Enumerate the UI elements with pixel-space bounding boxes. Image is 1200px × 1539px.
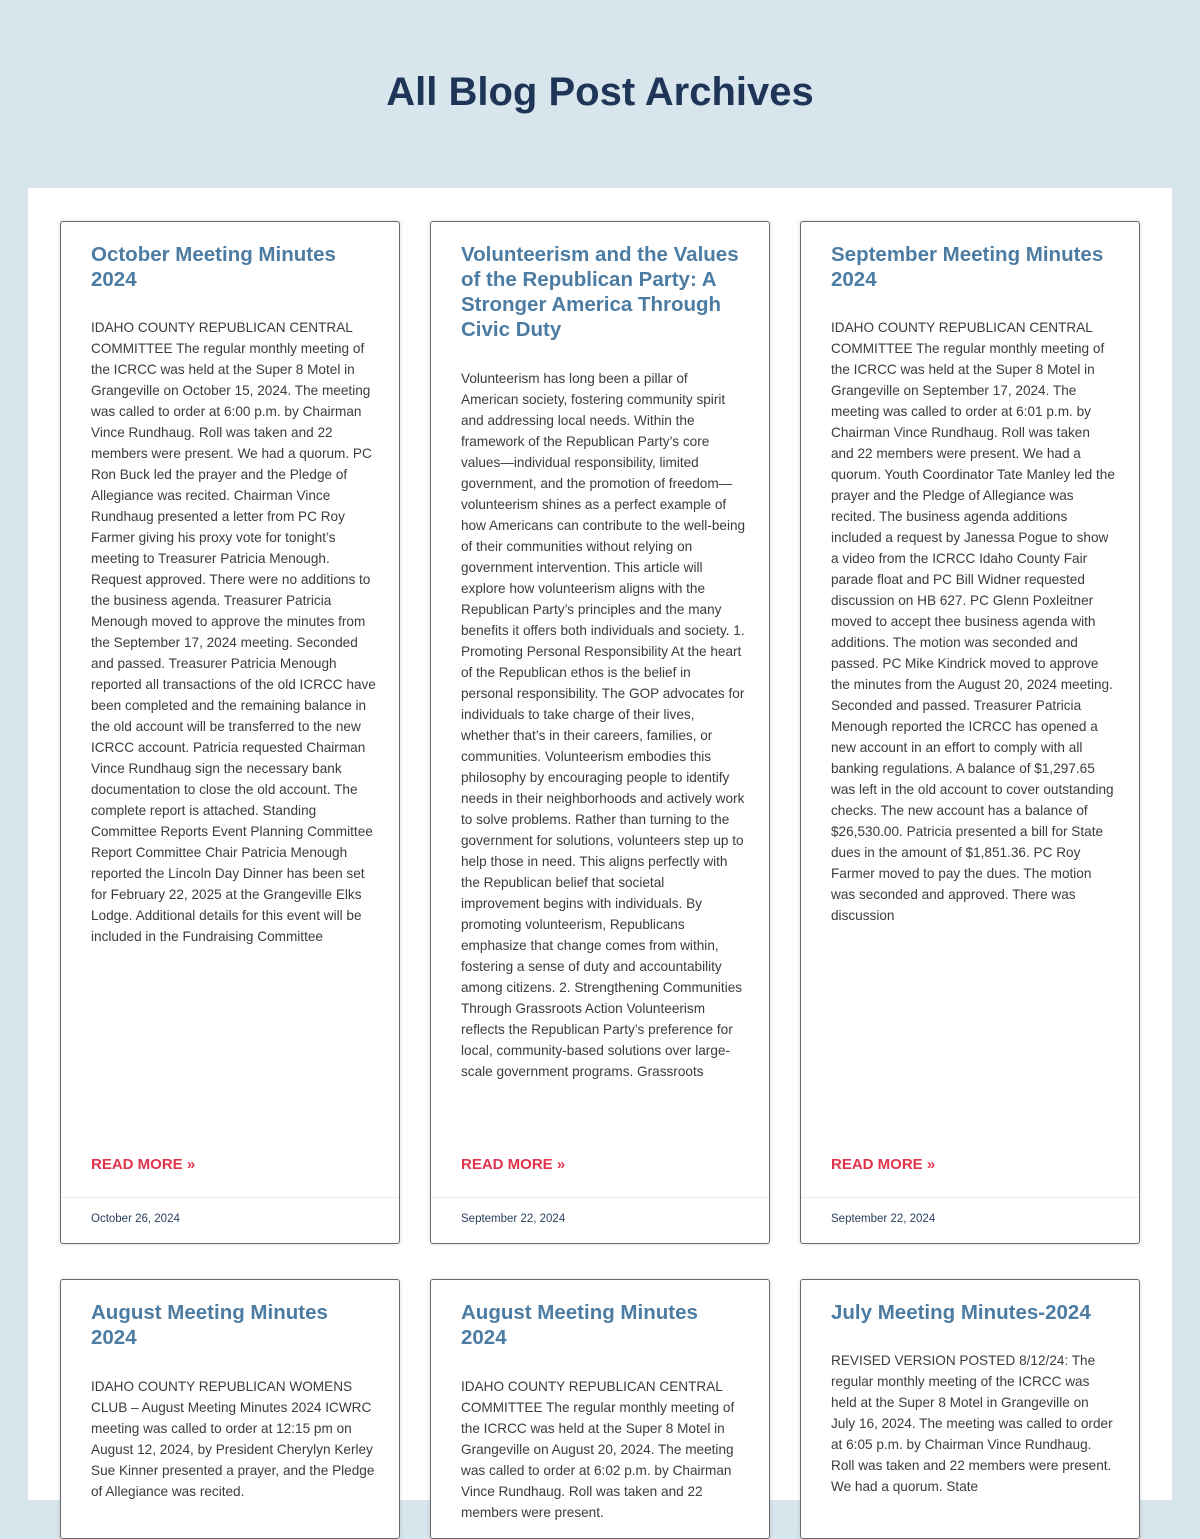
read-more-link[interactable]: READ MORE » [461,1156,566,1173]
post-title-link[interactable]: September Meeting Minutes 2024 [831,243,1104,291]
page-title: All Blog Post Archives [386,70,814,114]
post-meta [431,1197,769,1244]
post-excerpt: IDAHO COUNTY REPUBLICAN CENTRAL COMMITTEE The regular monthly meeting of the ICRCC was held at the Super 8 Motel in Grangeville on September 17, 2024. The meeting was called to order at 6:01 p.m. by Chairman Vince Rundhaug. Roll was taken and 22 members were present. We had a quorum. Youth Coordinator Tate Manley led the prayer and the Pledge of Allegiance was recited. The business agenda additions included a request by Janessa Pogue to show a video from the ICRCC Idaho County Fair parade float and PC Bill Widner requested discussion on HB 627. PC Glenn Poxleitner moved to accept thee business agenda with additions. The motion was seconded and passed. PC Mike Kindrick moved to approve the minutes from the August 20, 2024 meeting. Seconded and passed. Treasurer Patricia Menough reported the ICRCC has opened a new account in an effort to comply with all banking regulations. A balance of $1,297.65 was left in the old account to cover outstanding checks. The new account has a balance of $26,530.00. Patricia presented a bill for State dues in the amount of $1,851.36. PC Roy Farmer moved to pay the dues. The motion was seconded and approved. There was discussion [831,320,1115,923]
post-title-link[interactable]: October Meeting Minutes 2024 [91,243,336,291]
post-excerpt: IDAHO COUNTY REPUBLICAN WOMENS CLUB – August Meeting Minutes 2024 ICWRC meeting was called to order at 12:15 pm on August 12, 2024, by President Cherylyn Kerley Sue Kinner presented a prayer, and the Pledge of Allegiance was recited. [91,1379,375,1499]
read-more-link[interactable]: READ MORE » [831,1156,936,1173]
post-card [430,1279,770,1539]
post-meta [61,1197,399,1244]
post-card [60,1279,400,1539]
post-excerpt: REVISED VERSION POSTED 8/12/24: The regular monthly meeting of the ICRCC was held at the Super 8 Motel in Grangeville on July 16, 2024. The meeting was called to order at 6:05 p.m. by Chairman Vince Rundhaug. Roll was taken and 22 members were present. We had a quorum. State [831,1353,1113,1494]
post-excerpt: IDAHO COUNTY REPUBLICAN CENTRAL COMMITTEE The regular monthly meeting of the ICRCC was held at the Super 8 Motel in Grangeville on October 15, 2024. The meeting was called to order at 6:00 p.m. by Chairman Vince Rundhaug. Roll was taken and 22 members were present. We had a quorum. PC Ron Buck led the prayer and the Pledge of Allegiance was recited. Chairman Vince Rundhaug presented a letter from PC Roy Farmer giving his proxy vote for tonight’s meeting to Treasurer Patricia Menough. Request approved. There were no additions to the business agenda. Treasurer Patricia Menough moved to approve the minutes from the September 17, 2024 meeting. Seconded and passed. Treasurer Patricia Menough reported all transactions of the old ICRCC have been completed and the remaining balance in the old account will be transferred to the new ICRCC account. Patricia requested Chairman Vince Rundhaug sign the necessary bank documentation to close the old account. The complete report is attached. Standing Committee Reports Event Planning Committee Report Committee Chair Patricia Menough reported the Lincoln Day Dinner has been set for February 22, 2025 at the Grangeville Elks Lodge. Additional details for this event will be included in the Fundraising Committee [91,320,376,944]
post-meta [801,1197,1139,1244]
post-card [430,221,770,1244]
post-card [60,221,400,1244]
post-title-link[interactable]: July Meeting Minutes-2024 [831,1301,1091,1324]
post-title-link[interactable]: August Meeting Minutes 2024 [91,1301,328,1349]
post-title-link[interactable]: Volunteerism and the Values of the Republican Party: A Stronger America Through Civic Duty [461,243,739,341]
post-date: September 22, 2024 [831,1213,936,1225]
post-title-link[interactable]: August Meeting Minutes 2024 [461,1301,698,1349]
post-excerpt: IDAHO COUNTY REPUBLICAN CENTRAL COMMITTEE The regular monthly meeting of the ICRCC was held at the Super 8 Motel in Grangeville on August 20, 2024. The meeting was called to order at 6:02 p.m. by Chairman Vince Rundhaug. Roll was taken and 22 members were present. [461,1379,735,1520]
post-date: September 22, 2024 [461,1213,566,1225]
post-excerpt: Volunteerism has long been a pillar of American society, fostering community spirit and addressing local needs. Within the framework of the Republican Party’s core values—individual responsibility, limited government, and the promotion of freedom—volunteerism shines as a perfect example of how Americans can contribute to the well-being of their communities without relying on government intervention. This article will explore how volunteerism aligns with the Republican Party’s principles and the many benefits it offers both individuals and society. 1. Promoting Personal Responsibility At the heart of the Republican ethos is the belief in personal responsibility. The GOP advocates for individuals to take charge of their lives, whether that’s in their careers, families, or communities. Volunteerism embodies this philosophy by encouraging people to identify needs in their neighborhoods and actively work to solve problems. Rather than turning to the government for solutions, volunteers step up to help those in need. This aligns perfectly with the Republican belief that societal improvement begins with individuals. By promoting volunteerism, Republicans emphasize that change comes from within, fostering a sense of duty and accountability among citizens. 2. Strengthening Communities Through Grassroots Action Volunteerism reflects the Republican Party’s preference for local, community-based solutions over large-scale government programs. Grassroots [461,371,746,1079]
read-more-link[interactable]: READ MORE » [91,1156,196,1173]
post-card [800,221,1140,1244]
post-date: October 26, 2024 [91,1213,180,1225]
post-card [800,1279,1140,1539]
